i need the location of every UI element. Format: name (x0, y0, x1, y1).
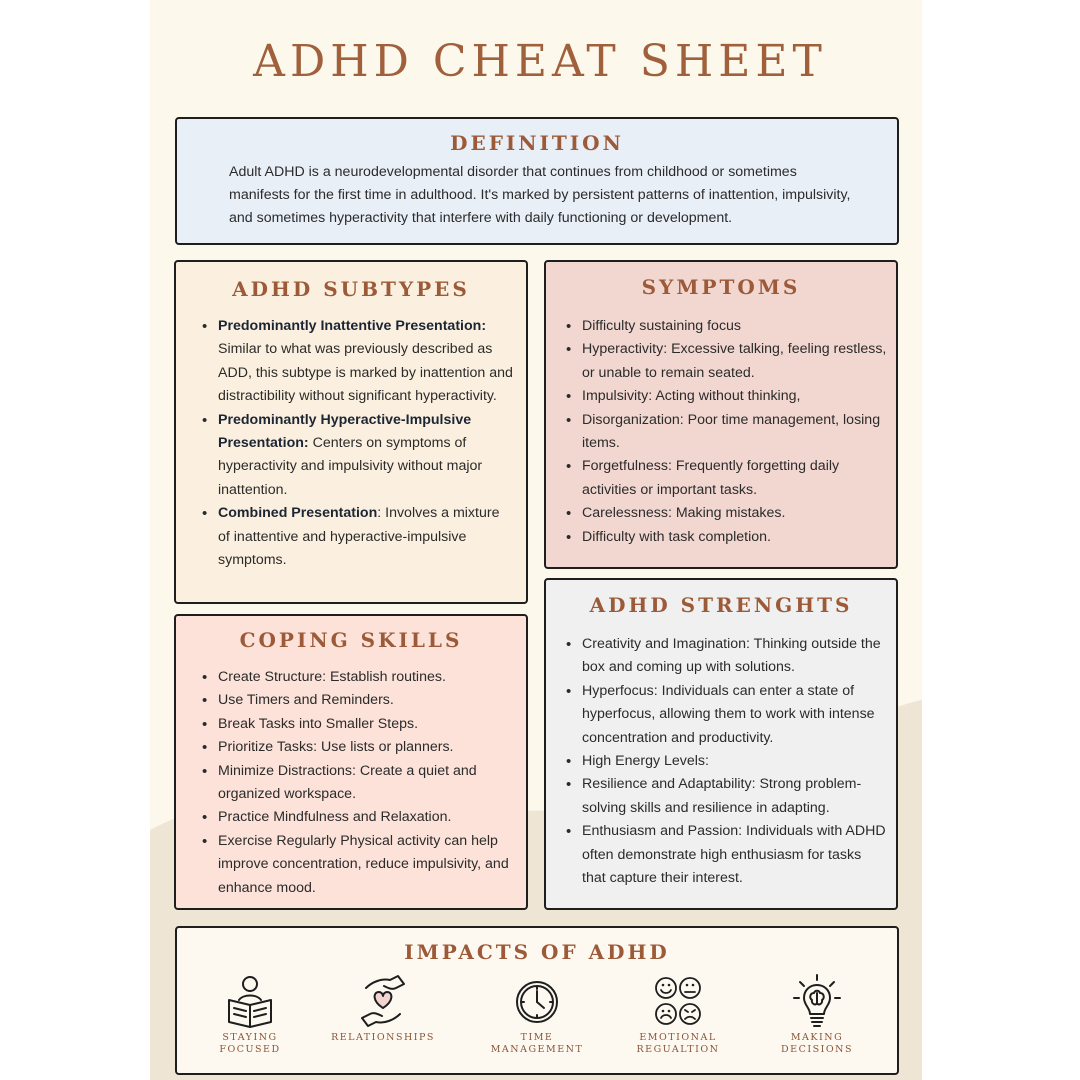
list-item: • Hyperactivity: Excessive talking, feeling restless, or unable to remain seated. (566, 338, 888, 385)
list-item: • Forgetfulness: Frequently forgetting daily activities or important tasks. (566, 455, 888, 502)
list-item: • Difficulty with task completion. (566, 526, 888, 549)
list-item: • Resilience and Adaptability: Strong problem-solving skills and resilience in adapting. (566, 773, 888, 820)
emotion-faces-icon (653, 974, 703, 1028)
list-item: • Use Timers and Reminders. (202, 689, 514, 712)
brain-lightbulb-icon (792, 974, 842, 1028)
list-item: • Create Structure: Establish routines. (202, 666, 514, 689)
symptoms-card (544, 260, 898, 569)
list-item: • Impulsivity: Acting without thinking, (566, 385, 888, 408)
list-item: • Difficulty sustaining focus (566, 315, 888, 338)
definition-card (175, 117, 899, 245)
list-item: • High Energy Levels: (566, 750, 888, 773)
list-item: • Break Tasks into Smaller Steps. (202, 713, 514, 736)
coping-heading: COPING SKILLS (239, 628, 463, 652)
impact-label: TIME MANAGEMENT (490, 1032, 584, 1055)
strengths-list (566, 633, 888, 890)
subtype-description: Similar to what was previously described as ADD, this subtype is marked by inattention and distractibility without significant hyperactivity. (218, 341, 513, 405)
impacts-row (177, 974, 897, 1074)
impact-item-staying-focused (185, 974, 315, 1056)
symptoms-heading: SYMPTOMS (641, 275, 801, 299)
list-item: • Hyperfocus: Individuals can enter a state of hyperfocus, allowing them to work with intense concentration and productivity. (566, 680, 888, 750)
subtype-description: : Involves a mixture of inattentive and hyperactive-impulsive symptoms. (218, 505, 500, 569)
list-item (202, 315, 514, 409)
impact-label: RELATIONSHIPS (331, 1032, 435, 1043)
impact-label: STAYING FOCUSED (219, 1032, 281, 1055)
reading-person-icon (225, 974, 275, 1028)
list-item: • Minimize Distractions: Create a quiet and organized workspace. (202, 760, 514, 807)
subtypes-heading: ADHD SUBTYPES (232, 277, 470, 301)
impacts-card (175, 926, 899, 1075)
coping-list (202, 666, 514, 900)
coping-card (174, 614, 528, 910)
impact-item-emotional-regulation (613, 974, 743, 1056)
list-item: • Exercise Regularly Physical activity can help improve concentration, reduce impulsivity, and enhance mood. (202, 830, 514, 900)
subtype-description: Centers on symptoms of hyperactivity and impulsivity without major inattention. (218, 435, 483, 498)
list-item: • Prioritize Tasks: Use lists or planners. (202, 736, 514, 759)
clock-icon (512, 974, 562, 1028)
list-item: • Creativity and Imagination: Thinking outside the box and coming up with solutions. (566, 633, 888, 680)
list-item: • Enthusiasm and Passion: Individuals with ADHD often demonstrate high enthusiasm for tasks that capture their interest. (566, 820, 888, 890)
list-item (202, 409, 514, 503)
definition-text: Adult ADHD is a neurodevelopmental disorder that continues from childhood or sometimes manifests for the first time in adulthood. It's marked by persistent patterns of inattention, impulsivity, and sometimes hyperactivity that interfere with daily functioning or development. (229, 164, 851, 226)
list-item: • Practice Mindfulness and Relaxation. (202, 806, 514, 829)
strengths-card (544, 578, 898, 910)
impacts-heading: IMPACTS OF ADHD (404, 940, 670, 964)
impact-item-making-decisions (752, 974, 882, 1056)
impact-label: MAKING DECISIONS (781, 1032, 853, 1055)
symptoms-list (566, 315, 888, 549)
strengths-heading: ADHD STRENGHTS (589, 593, 853, 617)
impact-label: EMOTIONAL REGUALTION (636, 1032, 720, 1055)
list-item: • Disorganization: Poor time management, losing items. (566, 409, 888, 456)
list-item (202, 502, 514, 572)
hands-heart-icon (358, 974, 408, 1028)
impact-item-relationships (318, 974, 448, 1044)
subtype-name: Predominantly Inattentive Presentation: (218, 318, 487, 334)
subtypes-list (202, 315, 514, 572)
impact-item-time-management (472, 974, 602, 1056)
definition-heading: DEFINITION (450, 131, 624, 155)
subtypes-card (174, 260, 528, 604)
subtype-name: Combined Presentation (218, 505, 378, 522)
subtype-name: Predominantly Hyperactive-Impulsive Presentation: (218, 411, 472, 452)
page-title: ADHD CHEAT SHEET (253, 36, 827, 87)
list-item: • Carelessness: Making mistakes. (566, 502, 888, 525)
